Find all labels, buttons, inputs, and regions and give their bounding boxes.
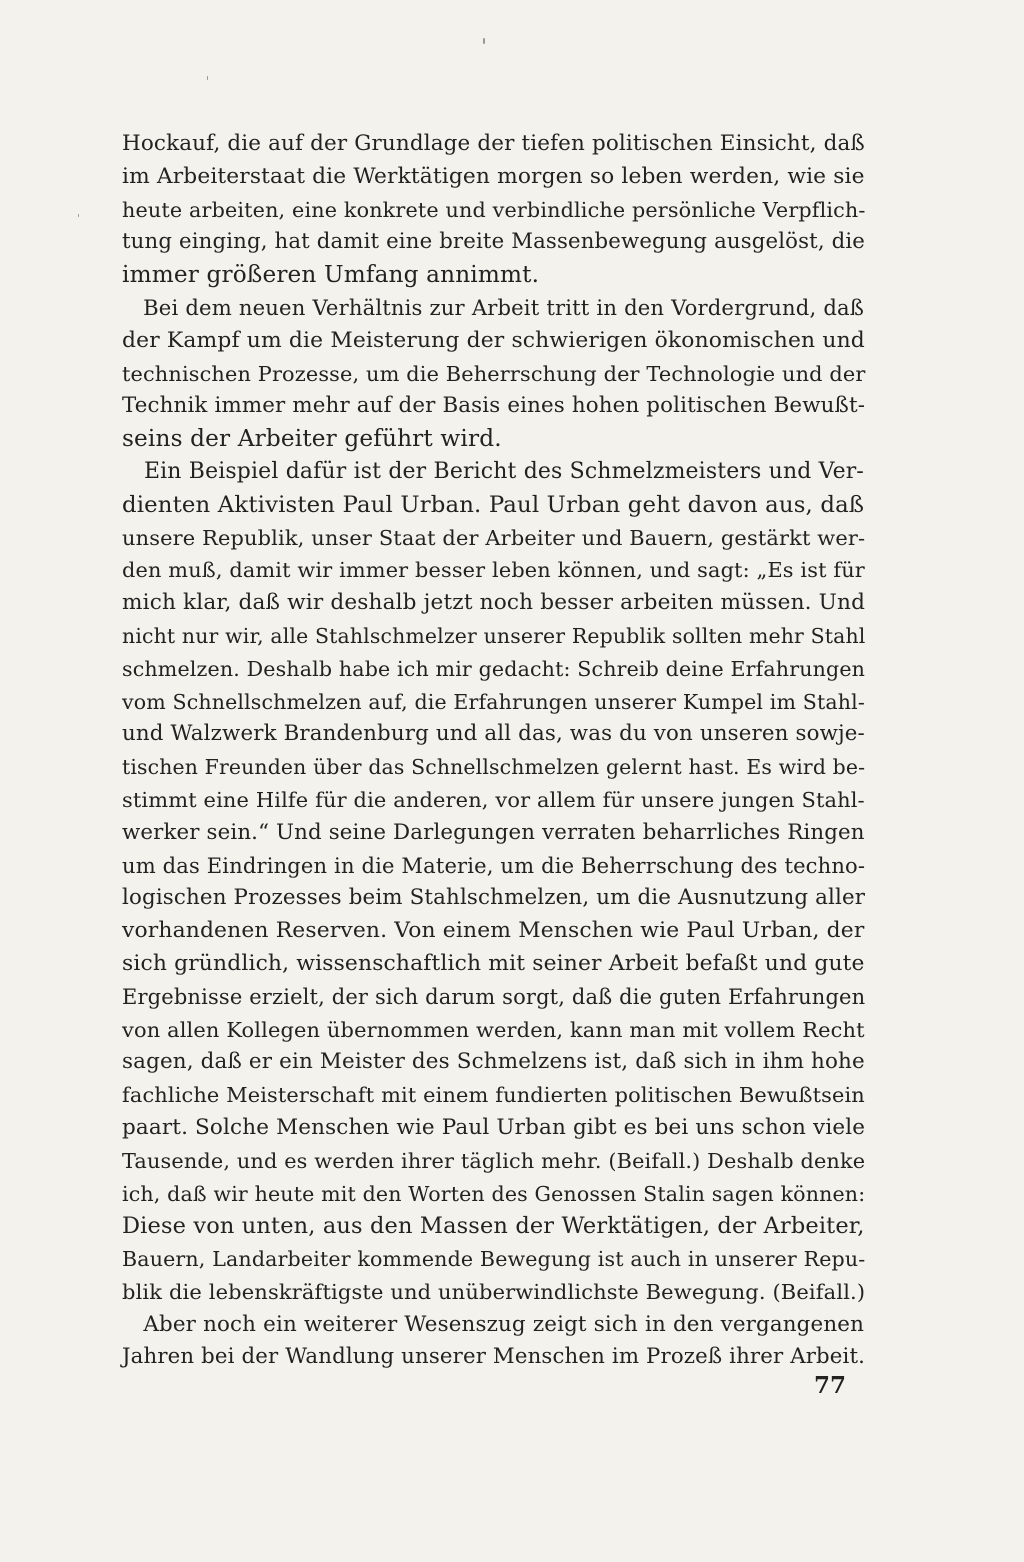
text-line: unsere Republik, unser Staat der Arbeiter und Bauern, gestärkt wer-: [122, 525, 866, 550]
text-line: nicht nur wir, alle Stahlschmelzer unserer Republik sollten mehr Stahl: [122, 623, 866, 648]
text-line: schmelzen. Deshalb habe ich mir gedacht: Schreib deine Erfahrungen: [122, 656, 866, 681]
text-line: stimmt eine Hilfe für die anderen, vor allem für unsere jungen Stahl-: [122, 787, 865, 812]
text-line: vom Schnellschmelzen auf, die Erfahrungen unserer Kumpel im Stahl-: [122, 689, 865, 714]
text-line: von allen Kollegen übernommen werden, kann man mit vollem Recht: [122, 1017, 865, 1042]
paragraph: [122, 1309, 864, 1375]
paragraph: [122, 292, 864, 456]
print-speck: [78, 214, 79, 217]
text-line: immer größeren Umfang annimmt.: [122, 261, 540, 289]
text-line: seins der Arbeiter geführt wird.: [122, 425, 502, 453]
text-line: technischen Prozesse, um die Beherrschung der Technologie und der: [122, 361, 866, 386]
text-line: Technik immer mehr auf der Basis eines hohen politischen Bewußt-: [122, 393, 866, 419]
text-line: Hockauf, die auf der Grundlage der tiefen politischen Einsicht, daß: [122, 131, 865, 156]
text-line: blik die lebenskräftigste und unüberwindlichste Bewegung. (Beifall.): [122, 1279, 866, 1304]
text-line: mich klar, daß wir deshalb jetzt noch besser arbeiten müssen. Und: [122, 590, 866, 616]
text-line: paart. Solche Menschen wie Paul Urban gibt es bei uns schon viele: [122, 1114, 866, 1140]
text-line: Ein Beispiel dafür ist der Bericht des Schmelzmeisters und Ver-: [143, 458, 864, 484]
print-speck: [207, 76, 208, 80]
paragraph: [122, 128, 864, 292]
text-line: tischen Freunden über das Schnellschmelzen gelernt hast. Es wird be-: [122, 755, 866, 780]
text-line: sagen, daß er ein Meister des Schmelzens ist, daß sich in ihm hohe: [122, 1049, 865, 1075]
text-line: Bei dem neuen Verhältnis zur Arbeit tritt in den Vordergrund, daß: [143, 294, 864, 320]
text-line: vorhandenen Reserven. Von einem Menschen wie Paul Urban, der: [122, 918, 865, 944]
text-line: und Walzwerk Brandenburg und all das, was du von unseren sowje-: [122, 721, 865, 747]
text-line: Aber noch ein weiterer Wesenszug zeigt sich in den vergangenen: [143, 1311, 864, 1337]
text-line: Ergebnisse erzielt, der sich darum sorgt, daß die guten Erfahrungen: [122, 984, 866, 1009]
text-line: tung einging, hat damit eine breite Massenbewegung ausgelöst, die: [122, 229, 866, 255]
body-text: [122, 128, 864, 1374]
text-line: um das Eindringen in die Materie, um die Beherrschung des techno-: [122, 852, 866, 878]
paragraph: [122, 456, 864, 1309]
text-line: ich, daß wir heute mit den Worten des Genossen Stalin sagen können:: [122, 1181, 866, 1206]
text-line: sich gründlich, wissenschaftlich mit seiner Arbeit befaßt und gute: [122, 950, 865, 976]
text-line: Jahren bei der Wandlung unserer Menschen im Prozeß ihrer Arbeit.: [122, 1344, 866, 1370]
text-line: fachliche Meisterschaft mit einem fundierten politischen Bewußtsein: [122, 1083, 865, 1108]
print-speck: [483, 38, 485, 44]
text-line: Bauern, Landarbeiter kommende Bewegung ist auch in unserer Repu-: [122, 1247, 866, 1272]
text-line: heute arbeiten, eine konkrete und verbindliche persönliche Verpflich-: [122, 197, 866, 222]
text-line: den muß, damit wir immer besser leben können, und sagt: „Es ist für: [122, 558, 865, 583]
text-line: werker sein.“ Und seine Darlegungen verraten beharrliches Ringen: [122, 819, 865, 845]
text-line: Tausende, und es werden ihrer täglich mehr. (Beifall.) Deshalb denke: [122, 1148, 866, 1173]
page-number: 77: [813, 1372, 846, 1399]
text-line: Diese von unten, aus den Massen der Werktätigen, der Arbeiter,: [122, 1213, 865, 1240]
text-line: logischen Prozesses beim Stahlschmelzen, um die Ausnutzung aller: [122, 885, 866, 911]
text-line: im Arbeiterstaat die Werktätigen morgen so leben werden, wie sie: [122, 163, 865, 189]
text-line: der Kampf um die Meisterung der schwierigen ökonomischen und: [122, 327, 865, 353]
text-line: dienten Aktivisten Paul Urban. Paul Urban geht davon aus, daß: [122, 491, 865, 518]
